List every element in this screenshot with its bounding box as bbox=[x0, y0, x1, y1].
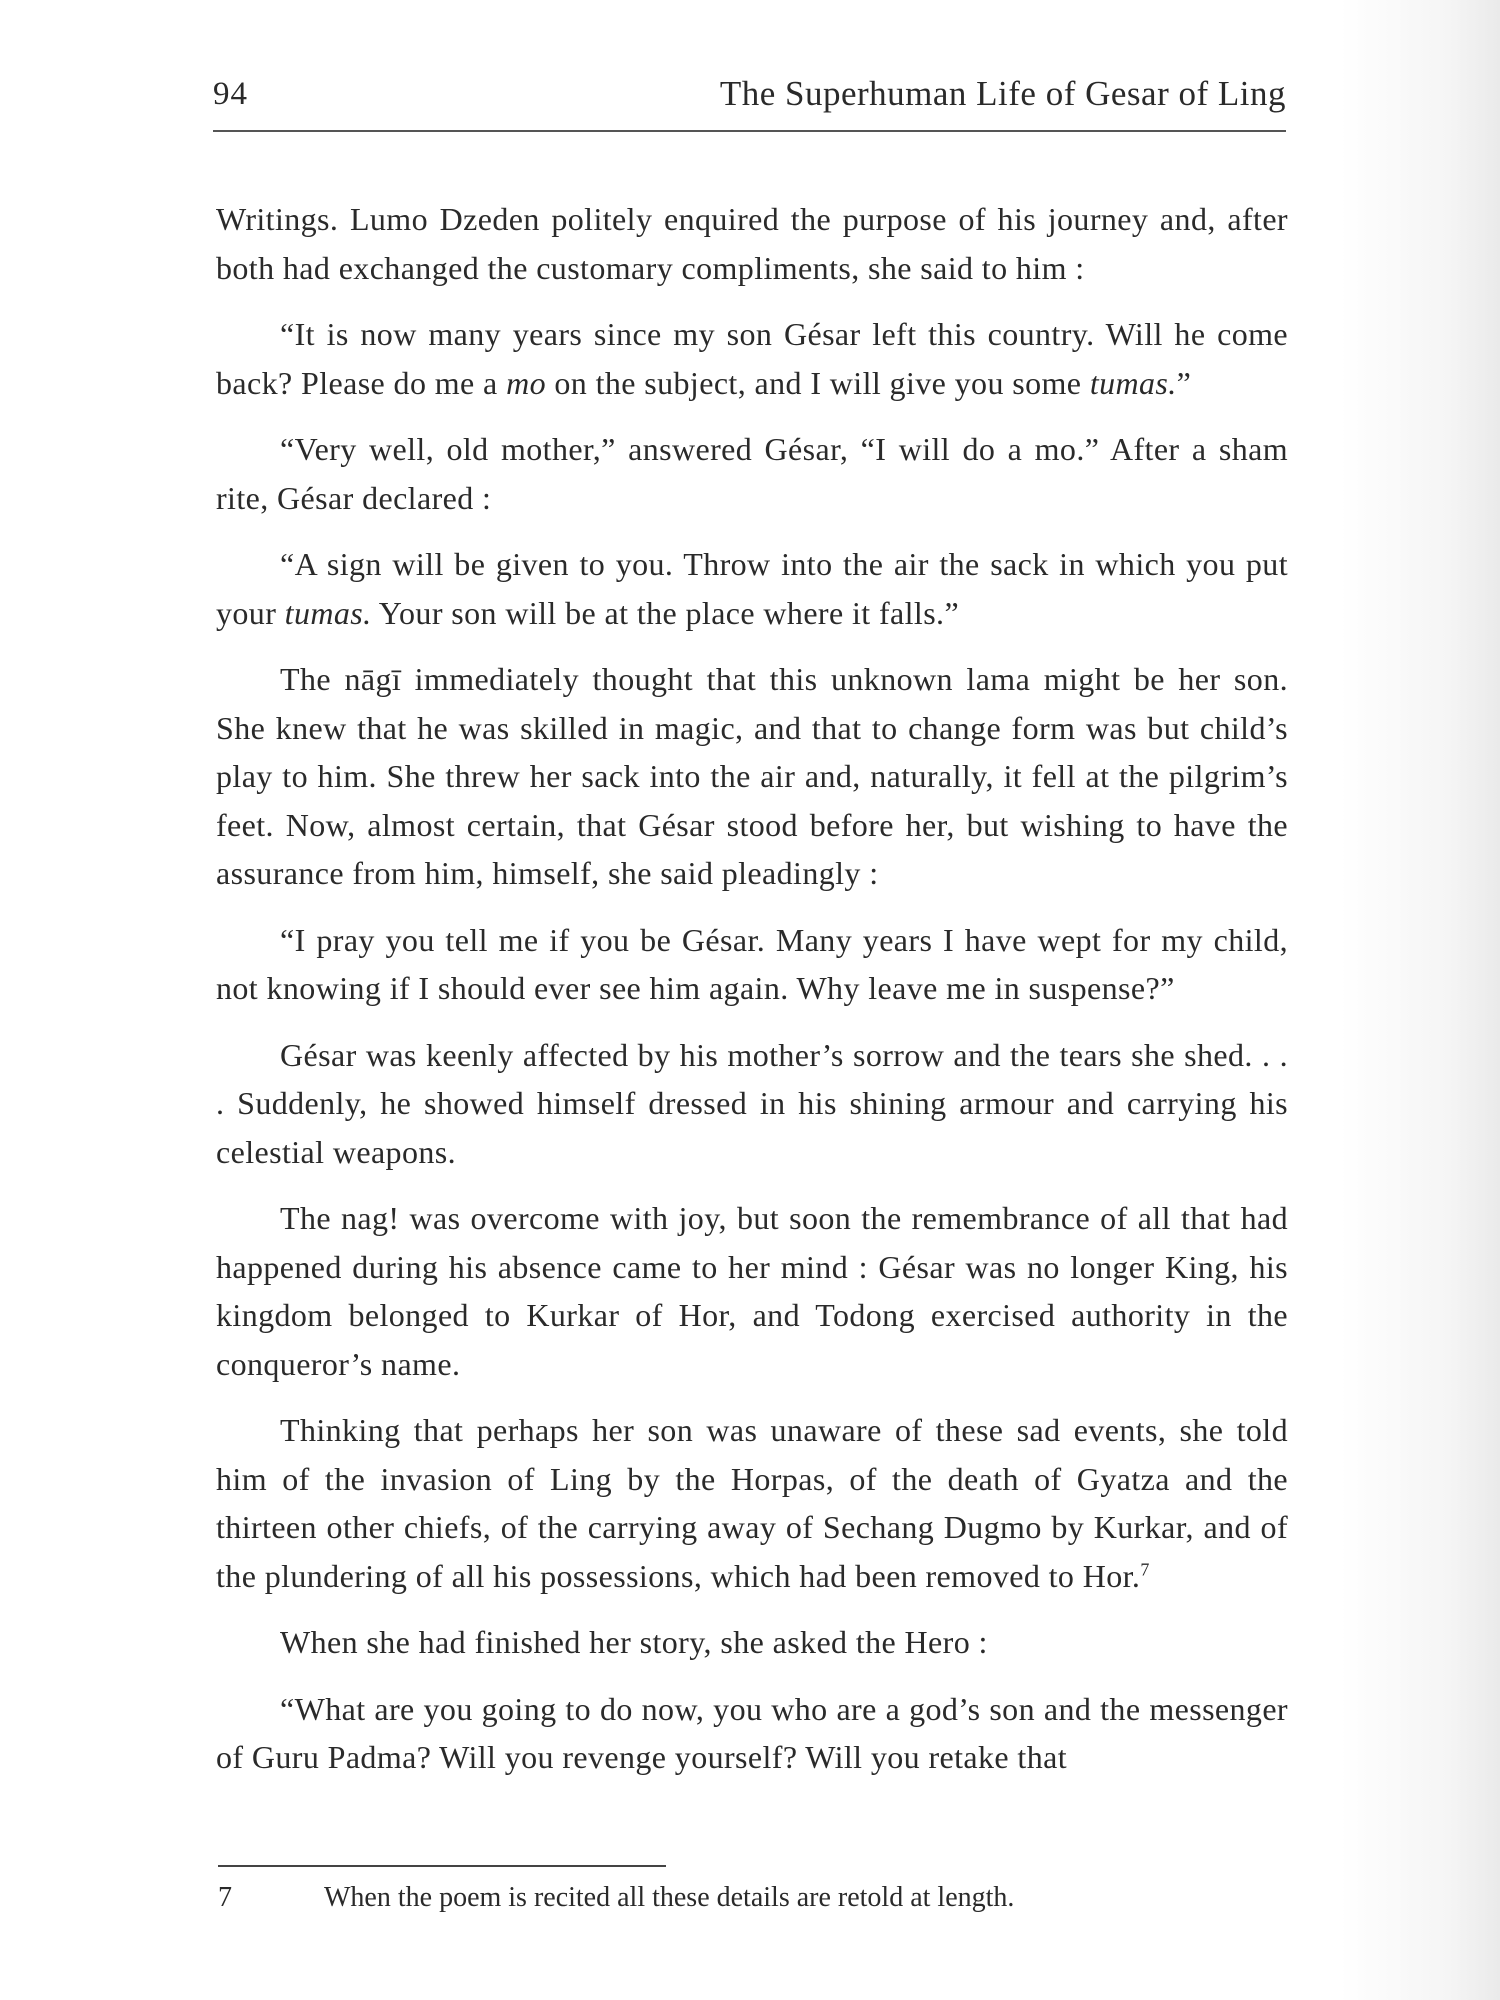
footnote bbox=[218, 1880, 1288, 1916]
paragraph-2: “It is now many years since my son Gésar left this country. Will he come back? Please do me a mo on the subject, and I will give you some tumas.” bbox=[216, 316, 1288, 401]
italic-tumas-2: tumas. bbox=[284, 594, 372, 631]
italic-mo: mo bbox=[506, 364, 546, 401]
running-head bbox=[213, 68, 1286, 118]
header-rule bbox=[213, 130, 1286, 132]
paragraph-9: Thinking that perhaps her son was unaware of these sad events, she told him of the invasion of Ling by the Horpas, of the death of Gyatza and the thirteen other chiefs, of the carrying away of Sechang Dugmo by Kurkar, and of the plundering of all his possessions, which had been removed to Hor.$^7$ bbox=[216, 1412, 1288, 1594]
italic-tumas: tumas. bbox=[1089, 364, 1177, 401]
paragraph-5: The nāgī immediately thought that this unknown lama might be her son. She knew that he was skilled in magic, and that to change form was but child’s play to him. She threw her sack into the air and, naturally, it fell at the pilgrim’s feet. Now, almost certain, that Gésar stood before her, but wishing to have the assurance from him, himself, she said pleadingly : bbox=[216, 661, 1288, 891]
paragraph-1: Writings. Lumo Dzeden politely enquired the purpose of his journey and, after both had exchanged the customary compliments, she said to him : bbox=[216, 201, 1288, 286]
paragraph-10: When she had finished her story, she asked the Hero : bbox=[280, 1624, 988, 1660]
paragraph-8: The nag! was overcome with joy, but soon the remembrance of all that had happened during his absence came to her mind : Gésar was no longer King, his kingdom belonged to Kurkar of Hor, and Todong exercised authority in the conqueror’s name. bbox=[216, 1200, 1288, 1382]
footnote-reference[interactable]: 7 bbox=[1140, 1558, 1150, 1579]
footnote-number: 7 bbox=[218, 1882, 232, 1913]
page-number: 94 bbox=[213, 76, 248, 112]
paragraph-4: “A sign will be given to you. Throw into the air the sack in which you put your tumas. Your son will be at the place where it falls.” bbox=[216, 546, 1288, 631]
paragraph-11: “What are you going to do now, you who are a god’s son and the messenger of Guru Padma? Will you revenge yourself? Will you retake that bbox=[216, 1690, 1288, 1775]
paragraph-7: Gésar was keenly affected by his mother’s sorrow and the tears she shed. . . . Suddenly, he showed himself dressed in his shining armour and carrying his celestial weapons. bbox=[216, 1036, 1288, 1170]
paragraph-6: “I pray you tell me if you be Gésar. Many years I have wept for my child, not knowing if I should ever see him again. Why leave me in suspense?” bbox=[216, 921, 1288, 1006]
book-title: The Superhuman Life of Gesar of Ling bbox=[719, 74, 1286, 113]
page-edge-shadow bbox=[1340, 0, 1500, 2000]
footnote-rule bbox=[218, 1865, 666, 1867]
footnote-text: When the poem is recited all these details are retold at length. bbox=[324, 1882, 1015, 1913]
paragraph-3: “Very well, old mother,” answered Gésar, “I will do a mo.” After a sham rite, Gésar declared : bbox=[216, 431, 1288, 516]
body-text bbox=[216, 195, 1288, 1800]
